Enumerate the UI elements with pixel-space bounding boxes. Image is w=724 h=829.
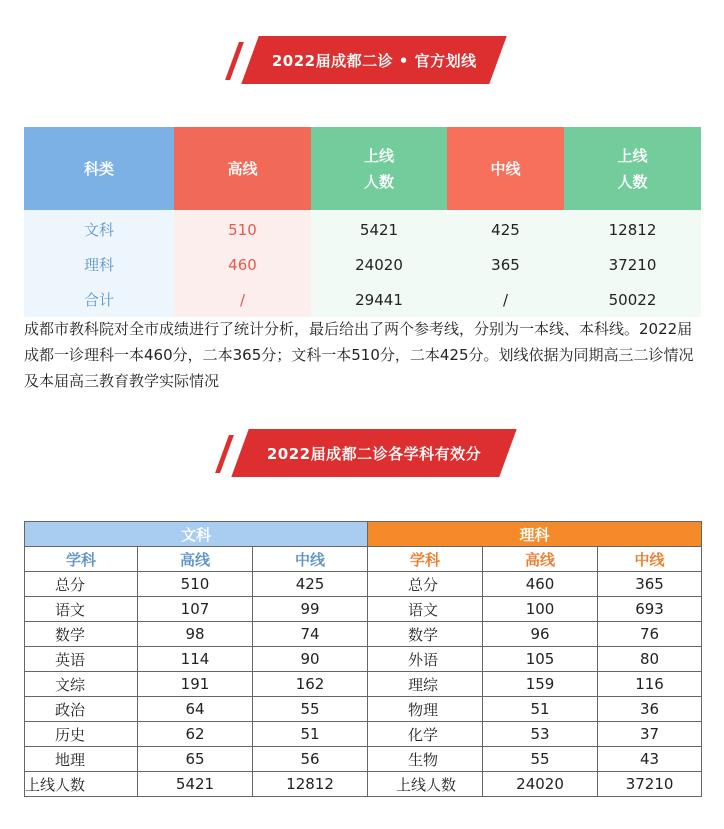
cell-subject: 化学 xyxy=(368,722,483,747)
cell-mid: 43 xyxy=(598,747,702,772)
cell-subject: 语文 xyxy=(25,597,138,622)
subject-scores-table xyxy=(24,521,702,797)
cell-high: 5421 xyxy=(138,772,253,797)
cell-mid: 55 xyxy=(253,697,368,722)
cell-mid: 12812 xyxy=(253,772,368,797)
cell-subject: 外语 xyxy=(368,647,483,672)
cell-subject: 历史 xyxy=(25,722,138,747)
cell-mid-count: 37210 xyxy=(564,247,701,282)
cell-category: 理科 xyxy=(24,247,174,282)
cell-high: 53 xyxy=(483,722,598,747)
cell-mid: 90 xyxy=(253,647,368,672)
header-category: 科类 xyxy=(24,127,174,210)
description-paragraph: 成都市教科院对全市成绩进行了统计分析，最后给出了两个参考线，分别为一本线、本科线。2022届成都一诊理科一本460分，二本365分；文科一本510分，二本425分。划线依据为同期高三二诊情况及本届高三教育教学实际情况 xyxy=(24,320,694,390)
table-row xyxy=(25,697,702,722)
banner-accent-slash xyxy=(215,435,234,473)
cell-mid-count: 50022 xyxy=(564,282,701,317)
cell-subject: 文综 xyxy=(25,672,138,697)
cell-category: 合计 xyxy=(24,282,174,317)
cell-mid: 76 xyxy=(598,622,702,647)
cell-high: 100 xyxy=(483,597,598,622)
cell-high-count: 5421 xyxy=(311,210,447,247)
cell-mid: 51 xyxy=(253,722,368,747)
cell-high: 62 xyxy=(138,722,253,747)
cell-subject: 数学 xyxy=(368,622,483,647)
cell-high-line: 510 xyxy=(174,210,311,247)
sub-header-row xyxy=(25,547,702,572)
cell-mid: 36 xyxy=(598,697,702,722)
sub-header-mid: 中线 xyxy=(598,547,702,572)
cell-mid: 80 xyxy=(598,647,702,672)
table-row-total xyxy=(25,772,702,797)
cell-subject: 英语 xyxy=(25,647,138,672)
cell-high: 460 xyxy=(483,572,598,597)
cell-subject: 地理 xyxy=(25,747,138,772)
table-row xyxy=(25,622,702,647)
sub-header-subject: 学科 xyxy=(368,547,483,572)
header-high-line: 高线 xyxy=(174,127,311,210)
cell-subject: 数学 xyxy=(25,622,138,647)
cell-high-count: 29441 xyxy=(311,282,447,317)
banner-box xyxy=(231,429,516,477)
cell-mid: 693 xyxy=(598,597,702,622)
cell-mid: 99 xyxy=(253,597,368,622)
header-mid-line: 中线 xyxy=(447,127,564,210)
cell-high: 55 xyxy=(483,747,598,772)
cell-high: 65 xyxy=(138,747,253,772)
cell-subject: 上线人数 xyxy=(25,772,138,797)
cell-mid-line: 425 xyxy=(447,210,564,247)
cell-mid-count: 12812 xyxy=(564,210,701,247)
cell-high: 510 xyxy=(138,572,253,597)
sub-header-high: 高线 xyxy=(483,547,598,572)
table-row xyxy=(24,210,701,247)
cell-subject: 物理 xyxy=(368,697,483,722)
table-row xyxy=(25,672,702,697)
header-high-count: 上线 人数 xyxy=(311,127,447,210)
cell-subject: 政治 xyxy=(25,697,138,722)
cell-subject: 语文 xyxy=(368,597,483,622)
sub-header-subject: 学科 xyxy=(25,547,138,572)
table-row xyxy=(24,282,701,317)
cell-subject: 上线人数 xyxy=(368,772,483,797)
table-row xyxy=(25,747,702,772)
cell-mid: 56 xyxy=(253,747,368,772)
cell-subject: 总分 xyxy=(368,572,483,597)
banner-accent-slash xyxy=(225,42,244,80)
cell-high-line: 460 xyxy=(174,247,311,282)
table-row xyxy=(24,247,701,282)
cell-mid: 37210 xyxy=(598,772,702,797)
cell-high: 191 xyxy=(138,672,253,697)
banner-box xyxy=(241,36,506,84)
cell-high: 51 xyxy=(483,697,598,722)
group-header-liberal-arts: 文科 xyxy=(25,522,368,547)
sub-header-high: 高线 xyxy=(138,547,253,572)
cell-high: 107 xyxy=(138,597,253,622)
table-row xyxy=(25,647,702,672)
table-row xyxy=(25,572,702,597)
cell-high: 159 xyxy=(483,672,598,697)
cell-subject: 生物 xyxy=(368,747,483,772)
cell-mid: 365 xyxy=(598,572,702,597)
cell-mid-line: / xyxy=(447,282,564,317)
cell-category: 文科 xyxy=(24,210,174,247)
table-header-row xyxy=(24,127,701,210)
cell-high-count: 24020 xyxy=(311,247,447,282)
group-header-science: 理科 xyxy=(368,522,702,547)
banner-title: 2022届成都二诊各学科有效分 xyxy=(266,444,482,463)
cell-high: 64 xyxy=(138,697,253,722)
table-row xyxy=(25,597,702,622)
cell-mid: 116 xyxy=(598,672,702,697)
title-banner-official-lines xyxy=(220,36,510,84)
official-lines-table xyxy=(24,127,701,317)
table-row xyxy=(25,722,702,747)
cell-high: 24020 xyxy=(483,772,598,797)
cell-subject: 理综 xyxy=(368,672,483,697)
title-banner-subject-scores xyxy=(212,429,512,477)
cell-high: 96 xyxy=(483,622,598,647)
cell-mid-line: 365 xyxy=(447,247,564,282)
cell-high: 105 xyxy=(483,647,598,672)
cell-mid: 162 xyxy=(253,672,368,697)
cell-high-line: / xyxy=(174,282,311,317)
cell-high: 98 xyxy=(138,622,253,647)
cell-high: 114 xyxy=(138,647,253,672)
sub-header-mid: 中线 xyxy=(253,547,368,572)
cell-mid: 37 xyxy=(598,722,702,747)
banner-title: 2022届成都二诊 • 官方划线 xyxy=(271,51,477,70)
cell-mid: 74 xyxy=(253,622,368,647)
group-header-row xyxy=(25,522,702,547)
cell-mid: 425 xyxy=(253,572,368,597)
header-mid-count: 上线 人数 xyxy=(564,127,701,210)
cell-subject: 总分 xyxy=(25,572,138,597)
